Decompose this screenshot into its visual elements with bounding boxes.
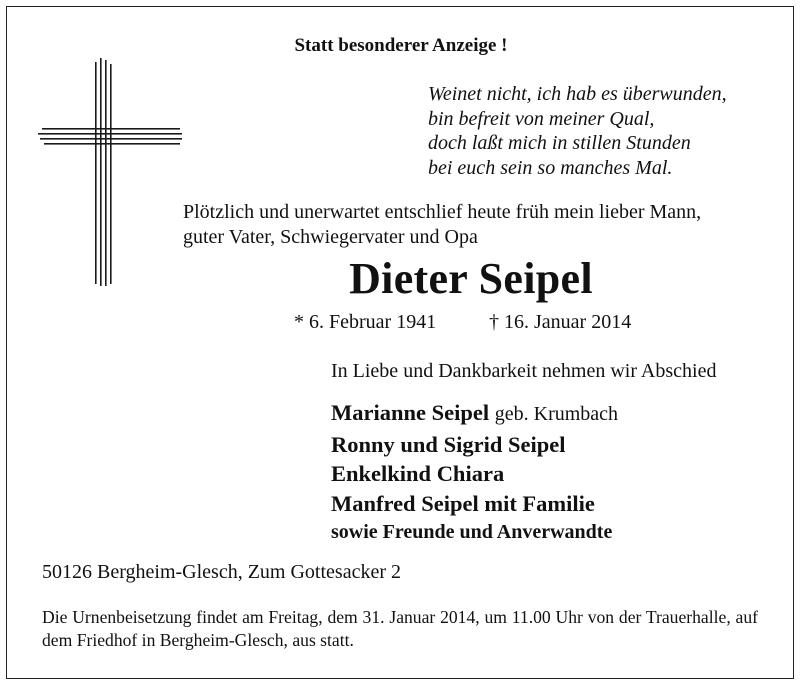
poem-line: bin befreit von meiner Qual, — [428, 107, 655, 130]
mourner-line: sowie Freunde und Anverwandte — [331, 521, 613, 543]
farewell-text: In Liebe und Dankbarkeit nehmen wir Abschied — [331, 360, 717, 382]
burial-notice: Die Urnenbeisetzung findet am Freitag, dem 31. Januar 2014, um 11.00 Uhr von der Trauerhalle, auf dem Friedhof in Bergheim-Glesch, aus statt. — [42, 607, 758, 650]
poem-line: bei euch sein so manches Mal. — [428, 157, 673, 180]
mourner-line: Manfred Seipel mit Familie — [331, 490, 595, 516]
poem-line: Weinet nicht, ich hab es überwunden, — [428, 83, 727, 105]
intro-text — [183, 200, 701, 249]
death-date: † 16. Januar 2014 — [489, 311, 632, 333]
mourner-line: Enkelkind Chiara — [331, 461, 505, 486]
deceased-name: Dieter Seipel — [349, 254, 593, 303]
mourner-name: Marianne Seipel — [331, 400, 490, 425]
notice-header: Statt besonderer Anzeige ! — [294, 35, 508, 56]
poem — [428, 82, 727, 181]
poem-line: doch laßt mich in stillen Stunden — [428, 132, 691, 155]
intro-line: guter Vater, Schwiegervater und Opa — [183, 225, 478, 248]
address: 50126 Bergheim-Glesch, Zum Gottesacker 2 — [42, 561, 401, 583]
mourner-note: geb. Krumbach — [494, 403, 619, 425]
mourner-line: Ronny und Sigrid Seipel — [331, 431, 566, 457]
birth-date: * 6. Februar 1941 — [294, 311, 437, 333]
mourner-line — [331, 398, 618, 430]
mourners-list — [331, 398, 618, 548]
intro-line: Plötzlich und unerwartet entschlief heute früh mein lieber Mann, — [183, 201, 702, 223]
